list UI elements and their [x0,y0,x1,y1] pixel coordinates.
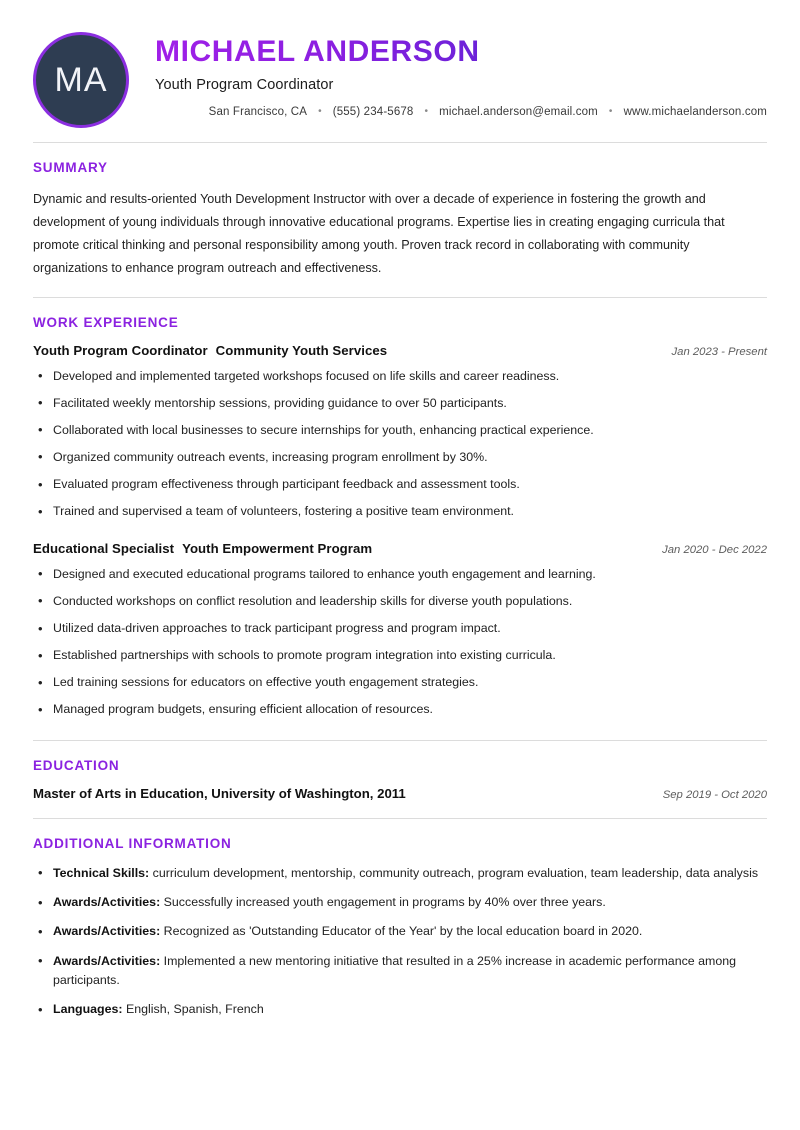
experience-title-company [33,541,372,556]
list-item: • Utilized data-driven approaches to track participant progress and program impact. [33,619,767,638]
list-item: • Facilitated weekly mentorship sessions, providing guidance to over 50 participants. [33,394,767,413]
info-label: Technical Skills: [53,865,150,880]
experience-entry [33,541,767,719]
section-heading-additional-information: ADDITIONAL INFORMATION [33,835,232,851]
list-item [33,952,767,990]
education-dates: Sep 2019 - Oct 2020 [662,788,767,801]
list-item: • Trained and supervised a team of volunteers, fostering a positive team environment. [33,502,767,521]
section-heading-summary: SUMMARY [33,160,108,175]
avatar-container [33,30,137,128]
contact-email[interactable]: michael.anderson@email.com [439,106,598,119]
experience-title-company [33,343,387,358]
info-label: Languages: [53,1002,123,1017]
experience-company: Youth Empowerment Program [182,540,373,556]
education-degree: Master of Arts in Education, University of Washington, 2011 [33,785,406,801]
education-entry [33,786,767,801]
section-work-experience [33,298,767,740]
list-item: • Organized community outreach events, increasing program enrollment by 30%. [33,448,767,467]
header-text-block [137,30,767,118]
experience-entry [33,343,767,521]
info-value: English, Spanish, French [126,1002,264,1017]
avatar [33,32,129,128]
info-value: Implemented a new mentoring initiative that resulted in a 25% increase in academic performance among participants. [53,953,736,987]
experience-bullet-list [33,565,767,719]
contact-location: San Francisco, CA [208,106,308,119]
list-item: • Led training sessions for educators on effective youth engagement strategies. [33,673,767,692]
list-item: • Conducted workshops on conflict resolution and leadership skills for diverse youth populations. [33,592,767,611]
section-heading-work-experience: WORK EXPERIENCE [33,314,179,330]
list-item: • Evaluated program effectiveness through participant feedback and assessment tools. [33,475,767,494]
info-label: Awards/Activities: [53,895,161,910]
summary-text: Dynamic and results-oriented Youth Development Instructor with over a decade of experience in fostering the growth and development of young individuals through innovative educational programs. Expertise lies in creating engaging curricula that promote critical thinking and personal responsibility among youth. Proven track record in collaborating with community organizations to enhance program outreach and effectiveness. [33,192,725,275]
experience-dates: Jan 2023 - Present [671,345,767,358]
experience-entry-header [33,541,767,556]
contact-phone[interactable]: (555) 234-5678 [332,106,414,119]
list-item: • Established partnerships with schools to promote program integration into existing curricula. [33,646,767,665]
section-heading-education: EDUCATION [33,757,120,773]
experience-bullet-list [33,367,767,521]
experience-job-title: Educational Specialist [33,540,175,556]
avatar-initials: MA [54,60,108,99]
list-item [33,1000,767,1019]
experience-job-title: Youth Program Coordinator [33,342,208,358]
list-item: • Collaborated with local businesses to secure internships for youth, enhancing practical experience. [33,421,767,440]
experience-dates: Jan 2020 - Dec 2022 [662,543,767,556]
list-item [33,922,767,941]
page-title: MICHAEL ANDERSON [155,35,480,68]
info-label: Awards/Activities: [53,924,161,939]
list-item [33,864,767,883]
section-additional-information [33,819,767,1036]
contact-separator-icon: • [318,106,322,118]
info-value: Recognized as 'Outstanding Educator of the Year' by the local education board in 2020. [163,924,643,939]
list-item: • Managed program budgets, ensuring efficient allocation of resources. [33,700,767,719]
contact-separator-icon: • [424,106,429,118]
experience-company: Community Youth Services [215,342,388,358]
info-label: Awards/Activities: [53,953,161,968]
list-item [33,893,767,912]
info-value: curriculum development, mentorship, community outreach, program evaluation, team leadership, data analysis [152,865,759,880]
section-summary [33,143,767,297]
header-job-title: Youth Program Coordinator [155,77,334,94]
info-value: Successfully increased youth engagement in programs by 40% over three years. [163,895,606,910]
resume-header [33,0,767,142]
additional-info-list [33,864,767,1019]
list-item: • Designed and executed educational programs tailored to enhance youth engagement and learning. [33,565,767,584]
experience-entry-header [33,343,767,358]
contact-separator-icon: • [608,106,613,118]
contact-website[interactable]: www.michaelanderson.com [623,106,767,119]
section-education [33,741,767,818]
contact-line [155,106,767,118]
list-item: • Developed and implemented targeted workshops focused on life skills and career readiness. [33,367,767,386]
